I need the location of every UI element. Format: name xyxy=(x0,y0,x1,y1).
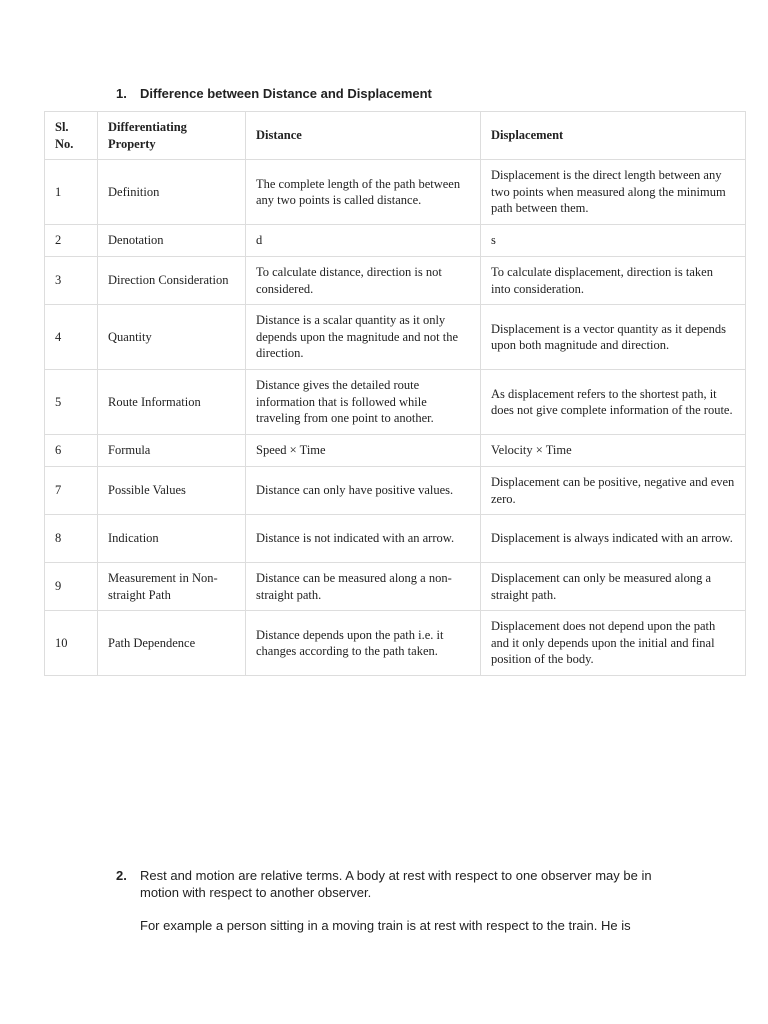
cell-property: Formula xyxy=(98,435,246,467)
cell-distance: Distance gives the detailed route information that is followed while traveling from one point to another. xyxy=(246,370,481,435)
cell-distance: Distance can be measured along a non-straight path. xyxy=(246,563,481,611)
cell-property: Denotation xyxy=(98,225,246,257)
section-1-title: Difference between Distance and Displacement xyxy=(140,86,432,101)
cell-displacement: Velocity × Time xyxy=(481,435,746,467)
cell-displacement: To calculate displacement, direction is taken into consideration. xyxy=(481,257,746,305)
header-property: Differentiating Property xyxy=(98,112,246,160)
cell-sl-no: 4 xyxy=(45,305,98,370)
cell-displacement: Displacement is always indicated with an arrow. xyxy=(481,515,746,563)
cell-sl-no: 5 xyxy=(45,370,98,435)
cell-displacement: Displacement is the direct length between any two points when measured along the minimum path between them. xyxy=(481,160,746,225)
cell-property: Route Information xyxy=(98,370,246,435)
cell-sl-no: 10 xyxy=(45,611,98,676)
header-distance: Distance xyxy=(246,112,481,160)
table-row xyxy=(45,467,746,515)
cell-distance: d xyxy=(246,225,481,257)
cell-displacement: s xyxy=(481,225,746,257)
cell-displacement: Displacement can only be measured along a straight path. xyxy=(481,563,746,611)
cell-distance: Distance depends upon the path i.e. it changes according to the path taken. xyxy=(246,611,481,676)
cell-distance: The complete length of the path between any two points is called distance. xyxy=(246,160,481,225)
section-2-paragraph-1: Rest and motion are relative terms. A body at rest with respect to one observer may be in motion with respect to another observer. xyxy=(140,868,652,900)
cell-sl-no: 3 xyxy=(45,257,98,305)
cell-distance: To calculate distance, direction is not considered. xyxy=(246,257,481,305)
section-2-number: 2. xyxy=(116,868,127,883)
cell-displacement: Displacement can be positive, negative and even zero. xyxy=(481,467,746,515)
cell-displacement: Displacement does not depend upon the path and it only depends upon the initial and final position of the body. xyxy=(481,611,746,676)
section-2 xyxy=(116,867,686,934)
cell-property: Path Dependence xyxy=(98,611,246,676)
cell-sl-no: 8 xyxy=(45,515,98,563)
header-sl-no: Sl. No. xyxy=(45,112,98,160)
cell-distance: Distance is not indicated with an arrow. xyxy=(246,515,481,563)
cell-sl-no: 6 xyxy=(45,435,98,467)
cell-sl-no: 7 xyxy=(45,467,98,515)
section-1-heading xyxy=(116,86,432,101)
cell-displacement: As displacement refers to the shortest path, it does not give complete information of the route. xyxy=(481,370,746,435)
table-row xyxy=(45,611,746,676)
cell-property: Quantity xyxy=(98,305,246,370)
cell-property: Direction Consideration xyxy=(98,257,246,305)
table-row xyxy=(45,563,746,611)
section-2-paragraph-2: For example a person sitting in a moving train is at rest with respect to the train. He is xyxy=(140,918,631,933)
cell-sl-no: 1 xyxy=(45,160,98,225)
table-row xyxy=(45,370,746,435)
comparison-table xyxy=(44,111,746,676)
table-row xyxy=(45,257,746,305)
cell-sl-no: 2 xyxy=(45,225,98,257)
table-row xyxy=(45,225,746,257)
cell-displacement: Displacement is a vector quantity as it depends upon both magnitude and direction. xyxy=(481,305,746,370)
cell-distance: Distance can only have positive values. xyxy=(246,467,481,515)
cell-distance: Distance is a scalar quantity as it only depends upon the magnitude and not the direction. xyxy=(246,305,481,370)
table-header-row xyxy=(45,112,746,160)
cell-distance: Speed × Time xyxy=(246,435,481,467)
cell-property: Indication xyxy=(98,515,246,563)
table-row xyxy=(45,515,746,563)
section-1-number: 1. xyxy=(116,86,127,101)
cell-sl-no: 9 xyxy=(45,563,98,611)
cell-property: Possible Values xyxy=(98,467,246,515)
cell-property: Definition xyxy=(98,160,246,225)
table-row xyxy=(45,160,746,225)
table-row xyxy=(45,435,746,467)
cell-property: Measurement in Non-straight Path xyxy=(98,563,246,611)
header-displacement: Displacement xyxy=(481,112,746,160)
table-row xyxy=(45,305,746,370)
